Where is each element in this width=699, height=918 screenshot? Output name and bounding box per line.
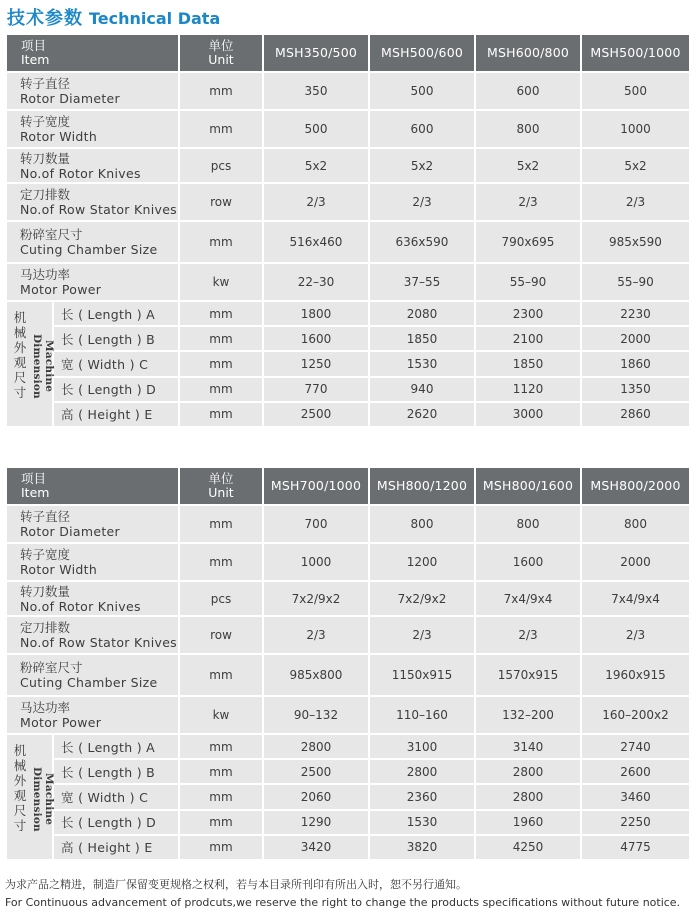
dimension-label: 长 ( Length ) B <box>53 759 179 784</box>
dimension-label: 宽 ( Width ) C <box>53 784 179 809</box>
table-cell: 3140 <box>475 734 581 759</box>
table-cell: 1120 <box>475 377 581 402</box>
table-row <box>7 696 690 734</box>
row-label <box>7 110 179 148</box>
dimension-row <box>7 326 690 351</box>
dimension-unit: mm <box>179 351 263 376</box>
table-cell: 1600 <box>475 543 581 581</box>
table-cell: 5x2 <box>263 148 369 183</box>
row-label-cn: 转子宽度 <box>20 547 71 562</box>
dimension-group-cn: 机械外观尺寸 <box>13 310 27 400</box>
table-cell: 2/3 <box>581 183 690 221</box>
table-cell: 800 <box>369 505 475 543</box>
header-unit-en: Unit <box>208 52 234 67</box>
header-row <box>7 35 690 72</box>
table-cell: 790x695 <box>475 221 581 263</box>
table-cell: 3460 <box>581 784 690 809</box>
row-label-en: Rotor Diameter <box>20 91 120 106</box>
header-unit <box>179 35 263 72</box>
row-label-cn: 定刀排数 <box>20 620 71 635</box>
table-cell: 2620 <box>369 402 475 427</box>
table-cell: 2100 <box>475 326 581 351</box>
table-cell: 500 <box>581 72 690 110</box>
table-cell: 2300 <box>475 301 581 326</box>
table-cell: 1960 <box>475 810 581 835</box>
table-cell: 5x2 <box>369 148 475 183</box>
row-unit: kw <box>179 696 263 734</box>
row-label-en: No.of Row Stator Knives <box>20 202 177 217</box>
row-label-en: No.of Rotor Knives <box>20 165 141 181</box>
dimension-unit: mm <box>179 301 263 326</box>
table-cell: 2860 <box>581 402 690 427</box>
row-label <box>7 505 179 543</box>
dimension-group-en: Machine Dimension <box>31 333 55 399</box>
dimension-unit: mm <box>179 377 263 402</box>
header-unit-cn: 单位 <box>208 38 234 53</box>
table-cell: 2/3 <box>369 616 475 654</box>
table-cell: 2060 <box>263 784 369 809</box>
table-cell: 4250 <box>475 835 581 860</box>
dimension-label: 长 ( Length ) D <box>53 377 179 402</box>
table-cell: 500 <box>263 110 369 148</box>
table-cell: 1530 <box>369 810 475 835</box>
table-row <box>7 616 690 654</box>
header-item-en: Item <box>21 485 50 500</box>
table-cell: 2/3 <box>263 616 369 654</box>
row-label-cn: 粉碎室尺寸 <box>20 660 83 675</box>
table-cell: 7x4/9x4 <box>581 581 690 616</box>
table-cell: 2800 <box>369 759 475 784</box>
table-cell: 2250 <box>581 810 690 835</box>
table-cell: 600 <box>475 72 581 110</box>
table-row <box>7 221 690 263</box>
row-label-cn: 定刀排数 <box>20 187 71 202</box>
table-cell: 985x590 <box>581 221 690 263</box>
row-label-en: Motor Power <box>20 282 102 297</box>
table-cell: 22–30 <box>263 263 369 301</box>
table-cell: 1200 <box>369 543 475 581</box>
table-cell: 55–90 <box>581 263 690 301</box>
table-cell: 5x2 <box>581 148 690 183</box>
table-cell: 1800 <box>263 301 369 326</box>
table-row <box>7 581 690 616</box>
table-cell: 800 <box>581 505 690 543</box>
table-cell: 800 <box>475 110 581 148</box>
row-label-en: Cuting Chamber Size <box>20 242 158 257</box>
row-label-cn: 转子直径 <box>20 509 71 524</box>
table-cell: 4775 <box>581 835 690 860</box>
row-label <box>7 148 179 183</box>
spec-table-1 <box>7 35 691 428</box>
table-cell: 55–90 <box>475 263 581 301</box>
dimension-label: 长 ( Length ) A <box>53 734 179 759</box>
dimension-label: 高 ( Height ) E <box>53 402 179 427</box>
row-label-cn: 粉碎室尺寸 <box>20 227 83 242</box>
header-item-cn: 项目 <box>21 471 47 486</box>
table-cell: 1000 <box>581 110 690 148</box>
table-row <box>7 263 690 301</box>
row-label-cn: 马达功率 <box>20 700 71 715</box>
row-unit: mm <box>179 221 263 263</box>
footnote-en: For Continuous advancement of prodcuts,we reserve the right to change the products specifications without future notice. <box>5 896 681 909</box>
table-cell: 800 <box>475 505 581 543</box>
table-row <box>7 654 690 696</box>
table-cell: 2/3 <box>581 616 690 654</box>
dimension-label: 长 ( Length ) A <box>53 301 179 326</box>
header-row <box>7 468 690 505</box>
header-model: MSH500/1000 <box>581 35 690 72</box>
table-cell: 1850 <box>475 351 581 376</box>
footnote-cn: 为求产品之精进，制造厂保留变更规格之权利，若与本目录所刊印有所出入时，恕不另行通知。 <box>5 878 467 891</box>
row-label-en: No.of Rotor Knives <box>20 598 141 614</box>
table-cell: 516x460 <box>263 221 369 263</box>
dimension-label: 长 ( Length ) D <box>53 810 179 835</box>
table-cell: 2/3 <box>369 183 475 221</box>
table-cell: 1250 <box>263 351 369 376</box>
table-cell: 1960x915 <box>581 654 690 696</box>
dimension-row <box>7 810 690 835</box>
table-row <box>7 183 690 221</box>
heading-cn: 技术参数 <box>7 8 83 29</box>
row-label <box>7 654 179 696</box>
dimension-row <box>7 351 690 376</box>
table-cell: 3100 <box>369 734 475 759</box>
table-cell: 1860 <box>581 351 690 376</box>
table-cell: 1600 <box>263 326 369 351</box>
table-cell: 985x800 <box>263 654 369 696</box>
row-label <box>7 581 179 616</box>
row-label-cn: 转刀数量 <box>20 150 71 166</box>
table-cell: 2800 <box>475 784 581 809</box>
dimension-row <box>7 734 690 759</box>
table-cell: 1530 <box>369 351 475 376</box>
table-cell: 7x4/9x4 <box>475 581 581 616</box>
row-unit: pcs <box>179 148 263 183</box>
dimension-unit: mm <box>179 835 263 860</box>
dimension-unit: mm <box>179 734 263 759</box>
table-cell: 2/3 <box>475 183 581 221</box>
table-cell: 636x590 <box>369 221 475 263</box>
table-cell: 132–200 <box>475 696 581 734</box>
row-label-en: Rotor Width <box>20 129 98 144</box>
table-cell: 90–132 <box>263 696 369 734</box>
row-label <box>7 72 179 110</box>
header-unit-cn: 单位 <box>208 471 234 486</box>
table-cell: 5x2 <box>475 148 581 183</box>
row-unit: mm <box>179 505 263 543</box>
heading-en: Technical Data <box>89 9 221 28</box>
header-item <box>7 468 179 505</box>
table-cell: 3000 <box>475 402 581 427</box>
table-cell: 2740 <box>581 734 690 759</box>
row-unit: kw <box>179 263 263 301</box>
header-unit <box>179 468 263 505</box>
dimension-unit: mm <box>179 810 263 835</box>
table-cell: 2000 <box>581 543 690 581</box>
row-unit: mm <box>179 654 263 696</box>
header-unit-en: Unit <box>208 485 234 500</box>
table-row <box>7 543 690 581</box>
dimension-row <box>7 301 690 326</box>
dimension-row <box>7 835 690 860</box>
table-cell: 37–55 <box>369 263 475 301</box>
row-unit: mm <box>179 543 263 581</box>
table-cell: 7x2/9x2 <box>263 581 369 616</box>
row-label <box>7 543 179 581</box>
header-item <box>7 35 179 72</box>
table-cell: 600 <box>369 110 475 148</box>
spec-table-2 <box>7 468 691 861</box>
dimension-group-en: Machine Dimension <box>31 766 55 832</box>
row-label-cn: 转刀数量 <box>20 583 71 599</box>
row-unit: mm <box>179 72 263 110</box>
row-unit: pcs <box>179 581 263 616</box>
dimension-row <box>7 784 690 809</box>
header-item-cn: 项目 <box>21 38 47 53</box>
row-label <box>7 616 179 654</box>
table-cell: 1570x915 <box>475 654 581 696</box>
table-cell: 700 <box>263 505 369 543</box>
header-item-en: Item <box>21 52 50 67</box>
table-cell: 2800 <box>475 759 581 784</box>
table-cell: 2500 <box>263 402 369 427</box>
dimension-label: 高 ( Height ) E <box>53 835 179 860</box>
row-label-cn: 转子直径 <box>20 76 71 91</box>
dimension-unit: mm <box>179 759 263 784</box>
row-unit: row <box>179 616 263 654</box>
dimension-row <box>7 377 690 402</box>
row-label-cn: 马达功率 <box>20 267 71 282</box>
table-cell: 2/3 <box>475 616 581 654</box>
header-model: MSH800/1600 <box>475 468 581 505</box>
dimension-group-cn: 机械外观尺寸 <box>13 743 27 833</box>
row-label <box>7 696 179 734</box>
table-cell: 110–160 <box>369 696 475 734</box>
table-cell: 500 <box>369 72 475 110</box>
row-label-en: Cuting Chamber Size <box>20 675 158 690</box>
machine-dimension-group <box>7 301 53 427</box>
table-cell: 1850 <box>369 326 475 351</box>
header-model: MSH500/600 <box>369 35 475 72</box>
dimension-label: 长 ( Length ) B <box>53 326 179 351</box>
dimension-row <box>7 759 690 784</box>
page-heading <box>7 4 220 28</box>
table-cell: 7x2/9x2 <box>369 581 475 616</box>
table-row <box>7 110 690 148</box>
row-label <box>7 263 179 301</box>
row-label <box>7 221 179 263</box>
table-cell: 1350 <box>581 377 690 402</box>
table-cell: 2/3 <box>263 183 369 221</box>
row-label-en: Motor Power <box>20 715 102 730</box>
table-cell: 1290 <box>263 810 369 835</box>
table-cell: 160–200x2 <box>581 696 690 734</box>
row-unit: row <box>179 183 263 221</box>
table-cell: 2080 <box>369 301 475 326</box>
row-label-en: No.of Row Stator Knives <box>20 635 177 650</box>
row-unit: mm <box>179 110 263 148</box>
table-cell: 350 <box>263 72 369 110</box>
header-model: MSH350/500 <box>263 35 369 72</box>
table-cell: 2000 <box>581 326 690 351</box>
header-model: MSH600/800 <box>475 35 581 72</box>
dimension-row <box>7 402 690 427</box>
machine-dimension-group <box>7 734 53 860</box>
header-model: MSH800/2000 <box>581 468 690 505</box>
table-cell: 770 <box>263 377 369 402</box>
table-cell: 3420 <box>263 835 369 860</box>
table-row <box>7 505 690 543</box>
table-row <box>7 148 690 183</box>
row-label <box>7 183 179 221</box>
dimension-label: 宽 ( Width ) C <box>53 351 179 376</box>
row-label-en: Rotor Diameter <box>20 524 120 539</box>
row-label-cn: 转子宽度 <box>20 114 71 129</box>
table-cell: 940 <box>369 377 475 402</box>
dimension-unit: mm <box>179 784 263 809</box>
row-label-en: Rotor Width <box>20 562 98 577</box>
table-cell: 1150x915 <box>369 654 475 696</box>
dimension-unit: mm <box>179 402 263 427</box>
table-cell: 2360 <box>369 784 475 809</box>
table-cell: 2800 <box>263 734 369 759</box>
table-row <box>7 72 690 110</box>
header-model: MSH800/1200 <box>369 468 475 505</box>
table-cell: 1000 <box>263 543 369 581</box>
header-model: MSH700/1000 <box>263 468 369 505</box>
table-cell: 2600 <box>581 759 690 784</box>
table-cell: 2500 <box>263 759 369 784</box>
table-cell: 2230 <box>581 301 690 326</box>
dimension-unit: mm <box>179 326 263 351</box>
table-cell: 3820 <box>369 835 475 860</box>
